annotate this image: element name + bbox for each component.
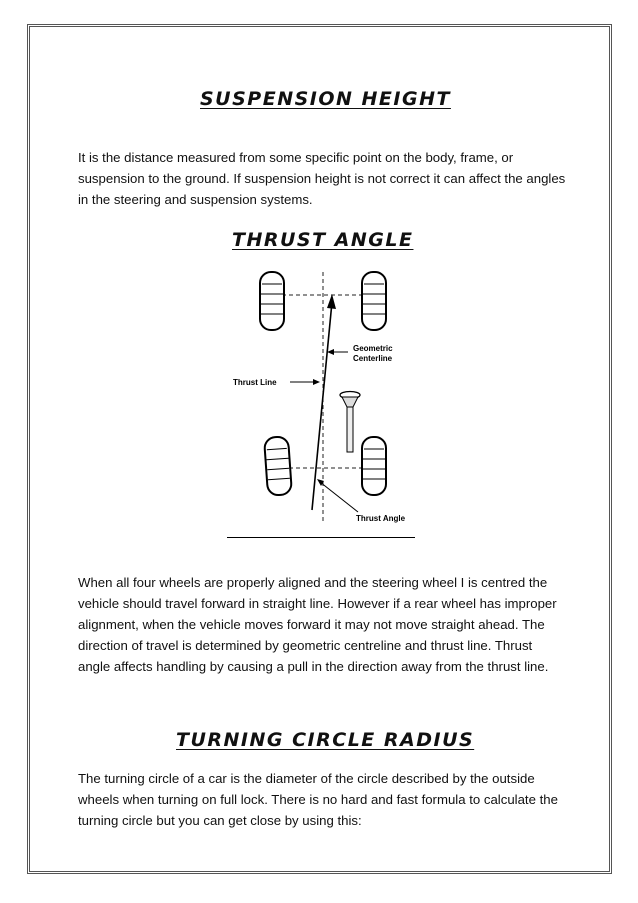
heading-turning-circle-radius: TURNING CIRCLE RADIUS [176, 729, 475, 751]
front-left-wheel [260, 272, 284, 330]
paragraph-turning-circle-radius: The turning circle of a car is the diameter of the circle described by the outside wheels when turning on full lock. There is no hard and fast formula to calculate the turning circle but you can get close by using this: [78, 771, 558, 828]
thrust-angle-diagram [228, 262, 414, 530]
thrust-angle-label: Thrust Angle [356, 514, 406, 523]
rear-left-wheel [264, 436, 292, 496]
geometric-label: Geometric [353, 344, 393, 353]
steering-column [340, 392, 360, 453]
rear-right-wheel [362, 437, 386, 495]
figure-rule [227, 537, 415, 538]
centerline-label: Centerline [353, 354, 393, 363]
front-right-wheel [362, 272, 386, 330]
heading-thrust-angle: THRUST ANGLE [232, 229, 414, 251]
heading-suspension-height: SUSPENSION HEIGHT [200, 88, 451, 110]
thrust-line-arrow [312, 294, 336, 510]
paragraph-thrust-angle: When all four wheels are properly aligned and the steering wheel I is centred the vehicle should travel forward in straight line. However if a rear wheel has improper alignment, when the vehicle moves forward it may not move straight ahead. The direction of travel is determined by geometric centreline and thrust line. Thrust angle affects handling by causing a pull in the direction away from the thrust line. [78, 575, 557, 674]
thrust-line-label: Thrust Line [233, 378, 277, 387]
paragraph-suspension-height: It is the distance measured from some specific point on the body, frame, or suspension to the ground. If suspension height is not correct it can affect the angles in the steering and suspension systems. [78, 150, 566, 207]
